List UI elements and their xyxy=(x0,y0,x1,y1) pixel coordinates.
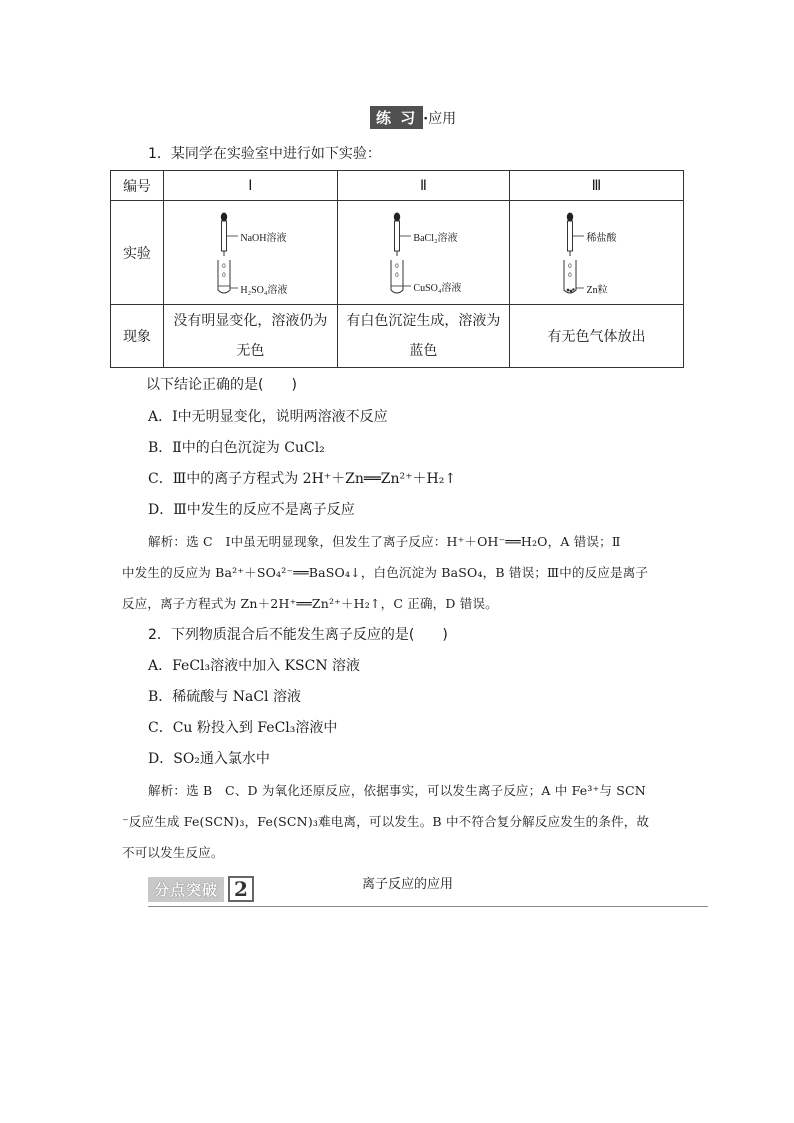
header-cell-i: Ⅰ xyxy=(163,171,337,201)
top-reagent-label: BaCl₂溶液 xyxy=(413,232,458,244)
q2-explanation-line: 解析：选 B C、D 为氧化还原反应，依据事实，可以发生离子反应；A 中 Fe³⁺与 SCN xyxy=(148,783,646,798)
q2-stem: 2．下列物质混合后不能发生离子反应的是( ) xyxy=(148,627,448,643)
experiment-cell-ii xyxy=(337,201,509,305)
section-divider xyxy=(148,906,708,907)
row-label-phenomenon: 现象 xyxy=(111,305,164,368)
experiment-cell-iii xyxy=(509,201,683,305)
apparatus-i xyxy=(190,208,310,298)
phenomenon-line: 有白色沉淀生成，溶液为 xyxy=(346,313,501,329)
header-cell-number: 编号 xyxy=(111,171,164,201)
experiment-cell-i xyxy=(163,201,337,305)
header-cell-ii: Ⅱ xyxy=(337,171,509,201)
q2-option-a: A．FeCl₃溶液中加入 KSCN 溶液 xyxy=(148,658,361,674)
section-2-title: 离子反应的应用 xyxy=(362,877,454,892)
phenomenon-line: 没有明显变化，溶液仍为 xyxy=(173,313,328,329)
q1-option-c: C．Ⅲ中的离子方程式为 2H⁺＋Zn══Zn²⁺＋H₂↑ xyxy=(148,471,457,487)
section-2-header xyxy=(148,876,254,902)
apparatus-ii xyxy=(363,208,483,298)
q1-option-d: D．Ⅲ中发生的反应不是离子反应 xyxy=(148,502,355,518)
bottom-reagent-label: Zn粒 xyxy=(586,284,608,296)
header-dot: · xyxy=(423,111,429,127)
breakthrough-badge: 分点突破 xyxy=(148,877,224,902)
q1-explanation-line: 反应，离子方程式为 Zn＋2H⁺══Zn²⁺＋H₂↑，C 正确，D 错误。 xyxy=(122,596,498,611)
svg-text:0: 0 xyxy=(395,271,400,279)
svg-text:0: 0 xyxy=(568,262,573,270)
q1-option-b: B．Ⅱ中的白色沉淀为 CuCl₂ xyxy=(148,440,325,456)
phenomenon-line: 蓝色 xyxy=(409,343,438,359)
svg-text:0: 0 xyxy=(568,271,573,279)
phenomenon-cell-i xyxy=(163,305,337,368)
svg-text:0: 0 xyxy=(395,262,400,270)
header-title: 应用 xyxy=(428,111,457,127)
q1-option-a: A．Ⅰ中无明显变化，说明两溶液不反应 xyxy=(148,409,388,425)
svg-text:0: 0 xyxy=(222,262,227,270)
top-reagent-label: NaOH溶液 xyxy=(240,232,287,244)
header-cell-iii: Ⅲ xyxy=(509,171,683,201)
q2-option-b: B．稀硫酸与 NaCl 溶液 xyxy=(148,689,301,705)
phenomenon-line: 无色 xyxy=(236,343,265,359)
section-number: 2 xyxy=(228,876,254,902)
q2-explanation-line: ⁻反应生成 Fe(SCN)₃，Fe(SCN)₃难电离，可以发生。B 中不符合复分解反应发生的条件，故 xyxy=(122,814,650,829)
experiment-table xyxy=(110,170,684,368)
top-reagent-label: 稀盐酸 xyxy=(586,232,617,244)
q2-option-d: D．SO₂通入氯水中 xyxy=(148,751,270,767)
phenomenon-cell-ii xyxy=(337,305,509,368)
q2-explanation-line: 不可以发生反应。 xyxy=(122,845,224,860)
q1-stem: 1．某同学在实验室中进行如下实验： xyxy=(148,146,381,162)
practice-badge: 练 习 xyxy=(370,106,423,129)
section-header xyxy=(370,106,456,129)
bottom-reagent-label: H₂SO₄溶液 xyxy=(240,284,288,296)
q1-explanation-line: 中发生的反应为 Ba²⁺＋SO₄²⁻══BaSO₄↓，白色沉淀为 BaSO₄，B 错误；Ⅲ中的反应是离子 xyxy=(122,565,649,580)
apparatus-iii xyxy=(536,208,656,298)
phenomenon-cell-iii xyxy=(509,305,683,368)
q2-option-c: C．Cu 粉投入到 FeCl₃溶液中 xyxy=(148,720,338,736)
row-label-experiment: 实验 xyxy=(111,201,164,305)
phenomenon-line: 有无色气体放出 xyxy=(547,329,646,345)
svg-text:0: 0 xyxy=(222,271,227,279)
q1-explanation-line: 解析：选 C Ⅰ中虽无明显现象，但发生了离子反应：H⁺＋OH⁻══H₂O，A 错误；Ⅱ xyxy=(148,534,621,549)
q1-prompt: 以下结论正确的是( ) xyxy=(146,377,297,393)
bottom-reagent-label: CuSO₄溶液 xyxy=(413,282,462,294)
